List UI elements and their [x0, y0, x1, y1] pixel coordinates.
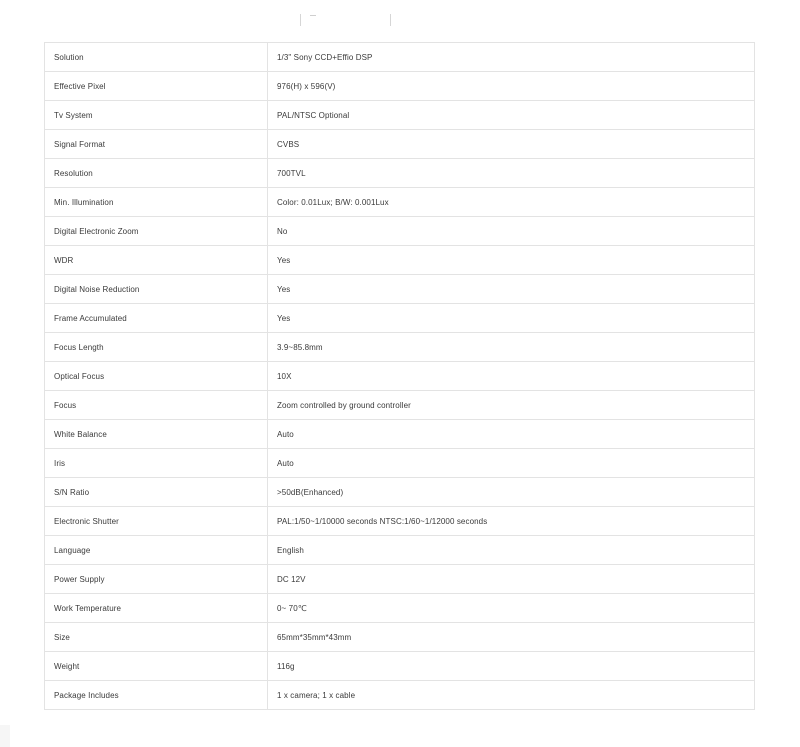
spec-row: [45, 304, 755, 333]
spec-value: Color: 0.01Lux; B/W: 0.001Lux: [268, 188, 755, 217]
spec-label: Focus Length: [45, 333, 268, 362]
spec-label: Solution: [45, 43, 268, 72]
spec-row: [45, 652, 755, 681]
spec-row: [45, 159, 755, 188]
spec-row: [45, 391, 755, 420]
spec-row: [45, 536, 755, 565]
spec-value: 0~ 70℃: [268, 594, 755, 623]
spec-value: Zoom controlled by ground controller: [268, 391, 755, 420]
spec-row: [45, 72, 755, 101]
spec-label: Focus: [45, 391, 268, 420]
spec-row: [45, 681, 755, 710]
spec-label: Language: [45, 536, 268, 565]
spec-label: Iris: [45, 449, 268, 478]
spec-value: No: [268, 217, 755, 246]
spec-label: WDR: [45, 246, 268, 275]
spec-value: PAL/NTSC Optional: [268, 101, 755, 130]
spec-label: Power Supply: [45, 565, 268, 594]
spec-row: [45, 275, 755, 304]
spec-value: 700TVL: [268, 159, 755, 188]
spec-row: [45, 565, 755, 594]
spec-value: DC 12V: [268, 565, 755, 594]
spec-value: English: [268, 536, 755, 565]
spec-row: [45, 507, 755, 536]
spec-row: [45, 217, 755, 246]
spec-value: 1 x camera; 1 x cable: [268, 681, 755, 710]
spec-value: 10X: [268, 362, 755, 391]
spec-label: Weight: [45, 652, 268, 681]
spec-label: Digital Electronic Zoom: [45, 217, 268, 246]
spec-row: [45, 449, 755, 478]
spec-value: Yes: [268, 275, 755, 304]
tab-divider: [310, 15, 316, 16]
page-corner-mark: [0, 725, 10, 747]
spec-value: >50dB(Enhanced): [268, 478, 755, 507]
spec-label: Optical Focus: [45, 362, 268, 391]
spec-label: Digital Noise Reduction: [45, 275, 268, 304]
spec-value: CVBS: [268, 130, 755, 159]
spec-value: 116g: [268, 652, 755, 681]
spec-label: Size: [45, 623, 268, 652]
spec-label: White Balance: [45, 420, 268, 449]
spec-row: [45, 594, 755, 623]
spec-label: Tv System: [45, 101, 268, 130]
spec-label: S/N Ratio: [45, 478, 268, 507]
tab-strip-remnant: [44, 0, 754, 30]
spec-row: [45, 246, 755, 275]
spec-row: [45, 333, 755, 362]
spec-label: Resolution: [45, 159, 268, 188]
spec-value: PAL:1/50~1/10000 seconds NTSC:1/60~1/12000 seconds: [268, 507, 755, 536]
spec-label: Electronic Shutter: [45, 507, 268, 536]
spec-row: [45, 101, 755, 130]
spec-value: 1/3" Sony CCD+Effio DSP: [268, 43, 755, 72]
spec-value: Yes: [268, 304, 755, 333]
spec-value: 3.9~85.8mm: [268, 333, 755, 362]
spec-row: [45, 43, 755, 72]
spec-value: 976(H) x 596(V): [268, 72, 755, 101]
spec-value: Yes: [268, 246, 755, 275]
spec-label: Effective Pixel: [45, 72, 268, 101]
spec-label: Frame Accumulated: [45, 304, 268, 333]
spec-label: Min. Illumination: [45, 188, 268, 217]
spec-row: [45, 478, 755, 507]
spec-row: [45, 420, 755, 449]
spec-row: [45, 188, 755, 217]
spec-value: Auto: [268, 420, 755, 449]
spec-row: [45, 623, 755, 652]
spec-value: Auto: [268, 449, 755, 478]
spec-label: Signal Format: [45, 130, 268, 159]
spec-label: Work Temperature: [45, 594, 268, 623]
specifications-table-body: [45, 43, 755, 710]
spec-label: Package Includes: [45, 681, 268, 710]
spec-value: 65mm*35mm*43mm: [268, 623, 755, 652]
tab-divider: [390, 14, 391, 26]
spec-row: [45, 362, 755, 391]
tab-divider: [300, 14, 301, 26]
specifications-table: [44, 42, 755, 710]
spec-row: [45, 130, 755, 159]
